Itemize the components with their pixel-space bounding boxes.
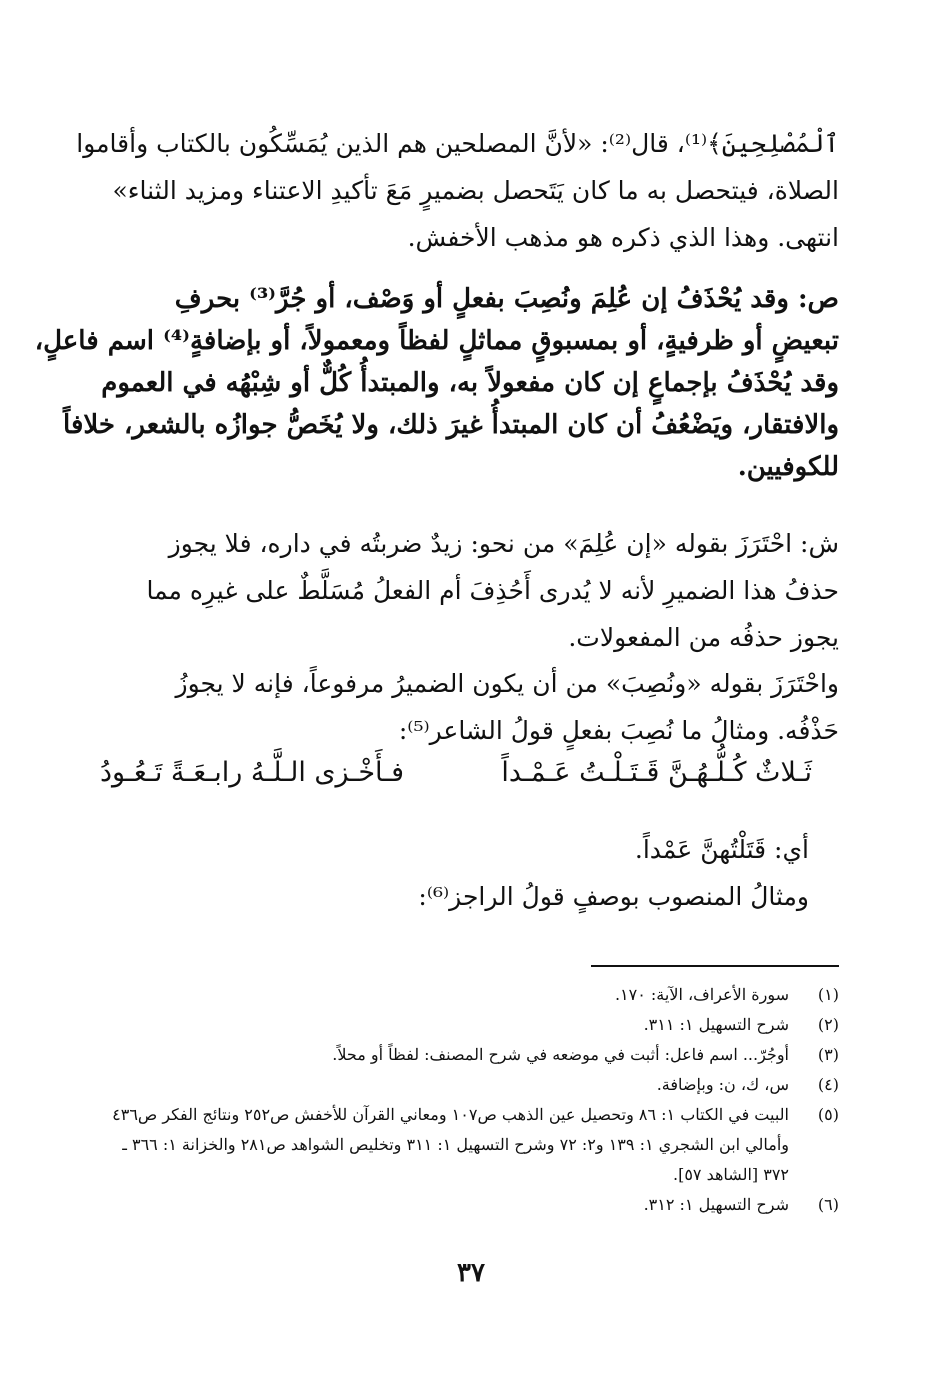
footnote-text: البيت في الكتاب ١: ٨٦ وتحصيل عين الذهب ص١٠٧ ومعاني القرآن للأخفش ص٢٥٢ ونتائج الفكر ص٤٣٦ وأمالي ابن الشجري ١: ١٣٩ و٢: ٧٢ وشرح التسهيل ١: ٣١١ وتخليص الشواهد ص٢٨١ والخزانة ١: ٣٦٦ ـ ٣٧٢ [الشاهد ٥٧]. (112, 1105, 789, 1184)
text-line: وقد يُحْذَفُ بإجماعٍ إن كان مفعولاً به، والمبتدأُ كُلٌّ أو شِبْهُه في العموم (101, 368, 839, 398)
text-line: ص: وقد يُحْذَفُ إن عُلِمَ ونُصِبَ بفعلٍ أو وَصْف، أو جُرَّ⁽³⁾ بحرفِ (174, 284, 839, 314)
footnote-text: شرح التسهيل ١: ٣١١. (643, 1015, 789, 1034)
text-line: يجوز حذفُه من المفعولات. (568, 623, 839, 652)
footnote-text: سورة الأعراف، الآية: ١٧٠. (614, 985, 789, 1004)
text-line: والافتقار، ويَضْعُفُ أن كان المبتدأُ غيرَ ذلك، ولا يُخَصُّ جوازُه بالشعر، خلافاً (63, 410, 839, 440)
footnote-number: (٢) (817, 1015, 839, 1034)
text-line: ش: احْتَرَزَ بقوله «إن عُلِمَ» من نحو: زيدٌ ضربتُه في داره، فلا يجوز (168, 529, 839, 558)
poetry-verse (100, 748, 812, 798)
verse-second-hemistich: فـأَخْـزى الـلَّـهُ رابـعَـةً تَـعُـودُ (100, 757, 405, 788)
footnote-item (99, 1010, 839, 1040)
text-line: الصلاة، فيتحصل به ما كان يَتَحصل بضميرٍ مَعَ تأكيدِ الاعتناء ومزيد الثناء» (112, 176, 839, 205)
text-line: للكوفيين. (737, 452, 839, 482)
footnote-number: (٦) (817, 1195, 839, 1214)
text-line: واحْتَرَزَ بقوله «ونُصِبَ» من أن يكون الضميرُ مرفوعاً، فإنه لا يجوزُ (175, 669, 839, 698)
text-line: ٱلْمُصْلِحِينَ﴾⁽¹⁾، قال⁽²⁾: «لأنَّ المصلحين هم الذين يُمَسِّكُون بالكتاب وأقاموا (76, 129, 839, 158)
page-number: ٣٧ (457, 1258, 485, 1288)
footnote-text: س، ك، ن: وبإضافة. (656, 1075, 789, 1094)
footnote-item (99, 1190, 839, 1220)
footnote-item (99, 1070, 839, 1100)
footnote-number: (٣) (817, 1045, 839, 1064)
text-line: حذفُ هذا الضميرِ لأنه لا يُدرى أَحُذِفَ أم الفعلُ مُسَلَّطٌ على غيرِه مما (146, 576, 839, 605)
verse-first-hemistich: ثَـلاثٌ كُـلُّـهُـنَّ قَـتَـلْـتُ عَـمْـداً (501, 757, 812, 788)
text-line: ومثالُ المنصوب بوصفٍ قولُ الراجز⁽⁶⁾: (418, 882, 809, 911)
footnote-text: أوجُرّ... اسم فاعل: أثبت في موضعه في شرح المصنف: لفظاً أو محلاً. (332, 1045, 789, 1064)
footnote-item (99, 980, 839, 1010)
footnote-item (99, 1100, 839, 1190)
paragraph-quran-commentary (76, 120, 839, 261)
footnote-item (99, 1040, 839, 1070)
text-line: أي: قَتَلْتُهنَّ عَمْداً. (634, 835, 809, 864)
footnote-number: (٥) (817, 1105, 839, 1124)
footnote-divider (591, 965, 839, 967)
text-line: حَذْفُه. ومثالُ ما نُصِبَ بفعلٍ قولُ الشاعر⁽⁵⁾: (398, 716, 839, 745)
footnote-number: (١) (817, 985, 839, 1004)
paragraph-main-text-bold (34, 278, 839, 488)
text-line: تبعيضٍ أو ظرفيةٍ، أو بمسبوقٍ مماثلٍ لفظاً ومعمولاً، أو بإضافةٍ⁽⁴⁾ اسم فاعلٍ، (34, 326, 839, 356)
footnotes-list (99, 980, 839, 1220)
paragraph-after-verse (99, 826, 839, 920)
paragraph-example-intro (99, 660, 839, 754)
footnote-number: (٤) (817, 1075, 839, 1094)
paragraph-explanation (99, 520, 839, 661)
footnote-text: شرح التسهيل ١: ٣١٢. (643, 1195, 789, 1214)
text-line: انتهى. وهذا الذي ذكره هو مذهب الأخفش. (407, 223, 839, 252)
